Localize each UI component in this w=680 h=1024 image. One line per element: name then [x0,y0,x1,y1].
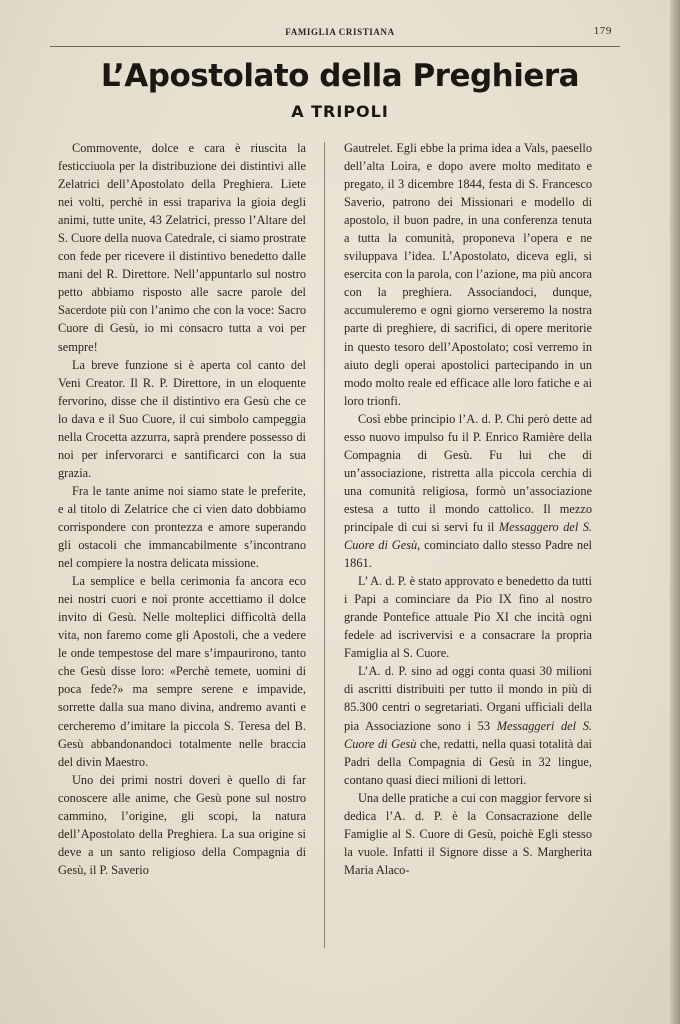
paragraph: Uno dei primi nostri doveri è quello di far conoscere alle anime, che Gesù pone sul nostro cammino, l’origine, gli scopi, la natura dell’Apostolato della Preghiera. La sua origine si deve a un santo religioso della Compagnia di Gesù, il P. Saverio [58,772,306,877]
page-number: 179 [593,25,612,37]
header-rule [50,46,620,47]
page-edge [670,0,680,1024]
running-title: FAMIGLIA CRISTIANA [285,27,395,37]
left-column [58,139,306,879]
paragraph-text: Così ebbe principio l’A. d. P. Chi però dette ad esso nuovo impulso fu il P. Enrico Ramière della Compagnia di Gesù. Fu lui che di un’associazione, ristretta alla piccola cerchia di una comunità religiosa, formò un’associazione estesa a tutto il mondo cattolico. Il mezzo principale di cui si servì fu il [344,411,592,534]
article-title: L’Apostolato della Preghiera [100,58,580,94]
paragraph: La semplice e bella cerimonia fa ancora eco nei nostri cuori e noi pronte accettiamo il dolce invito di Gesù. Nelle molteplici difficoltà della vita, non faremo come gli Apostoli, che a vedere le onde tempestose del mare s’impaurirono, tanto che Gesù disse loro: «Perchè temete, uomini di poca fede?» ma sempre serene e impavide, sorrette dalla sua mano divina, andremo avanti e cercheremo d’imitare la piccola S. Teresa del B. Gesù abbandonandoci totalmente nelle braccia del divin Maestro. [58,574,306,769]
article-subtitle: A TRIPOLI [291,102,389,121]
paragraph-text: cominciato dallo stesso Padre nel 1861. [344,538,592,571]
running-head [60,27,620,43]
paragraph-text: L’A. d. P. sino ad oggi conta quasi 30 milioni di ascritti distribuiti per tutto il mondo in più di 85.300 centri o segretariati. Organi ufficiali della pia Associazione sono i 53 [344,664,592,733]
periodical-title: Messaggero del S. Cuore di Gesù, [344,519,593,553]
paragraph: Una delle pratiche a cui con maggior fervore si dedica l’A. d. P. è la Consacrazione delle Famiglie al S. Cuore di Gesù, poichè Egli stesso la vuole. Infatti il Signore disse a S. Margherita Maria Alaco- [344,790,592,877]
paragraph: L’ A. d. P. è stato approvato e benedetto da tutti i Papi a cominciare da Pio IX fino al nostro grande Pontefice attuale Pio XI che incità ogni fedele ad iscrivervisi e a consacrare la propria Famiglia al S. Cuore. [344,574,592,661]
paragraph: Commovente, dolce e cara è riuscita la festicciuola per la distribuzione dei distintivi alle Zelatrici dell’Apostolato della Preghiera. Liete nei volti, perchè in essi trapariva la gioia degli animi, tutte unite, 43 Zelatrici, presso l’Altare del S. Cuore della nuova Catedrale, ci siamo prostrate con fede per ricevere il distintivo benedetto dalle mani del R. Direttore. Nell’appuntarlo sul nostro petto abbiamo risposto alle sacre parole del Sacerdote più con l’animo che con la voce: Sacro Cuore di Gesù, io mi consacro tutta a voi per sempre! [58,141,306,354]
paragraph: La breve funzione si è aperta col canto del Veni Creator. Il R. P. Direttore, in un eloquente fervorino, disse che il distintivo era Gesù che ce lo dava e il Suo Cuore, il cui simbolo campeggia nella Crocetta azzurra, saprà prendere possesso di noi per infervorarci e santificarci con la sua grazia. [58,357,306,480]
paragraph-text: che, redatti, nella quasi totalità dai Padri della Compagnia di Gesù in 32 lingue, contano quasi dieci milioni di lettori. [344,736,592,787]
periodical-title: Messaggeri del S. Cuore di Gesù [344,718,592,751]
paragraph [344,410,592,572]
column-divider [324,142,325,948]
right-column [344,139,592,879]
paragraph: Fra le tante anime noi siamo state le preferite, e al titolo di Zelatrice che ci vien dato dobbiamo corrispondere con prontezza e amore superando gli ostacoli che immancabilmente s’incontrano nel compiere la nostra delicata missione. [58,483,306,571]
paragraph: Gautrelet. Egli ebbe la prima idea a Vals, paesello dell’alta Loira, e dopo avere molto meditato e pregato, il 3 dicembre 1844, festa di S. Francesco Saverio, patrono dei Missionari e modello di apostolo, il buon padre, in una conferenza tenuta a tutta la comunità, proponeva l’opera e ne sviluppava l’idea. L’Apostolato, diceva egli, si esercita con la parola, con l’azione, ma più ancora con la preghiera. Associandoci, dunque, accumuleremo e ogni giorno verseremo la nostra parte di preghiere, di sacrifici, di opere meritorie in questo tesoro dell’Apostolato; così verremo in aiuto degli operai apostolici partecipando in un modo molto reale ed efficace alle loro fatiche e ai loro trionfi. [344,141,592,408]
paragraph [344,662,592,788]
